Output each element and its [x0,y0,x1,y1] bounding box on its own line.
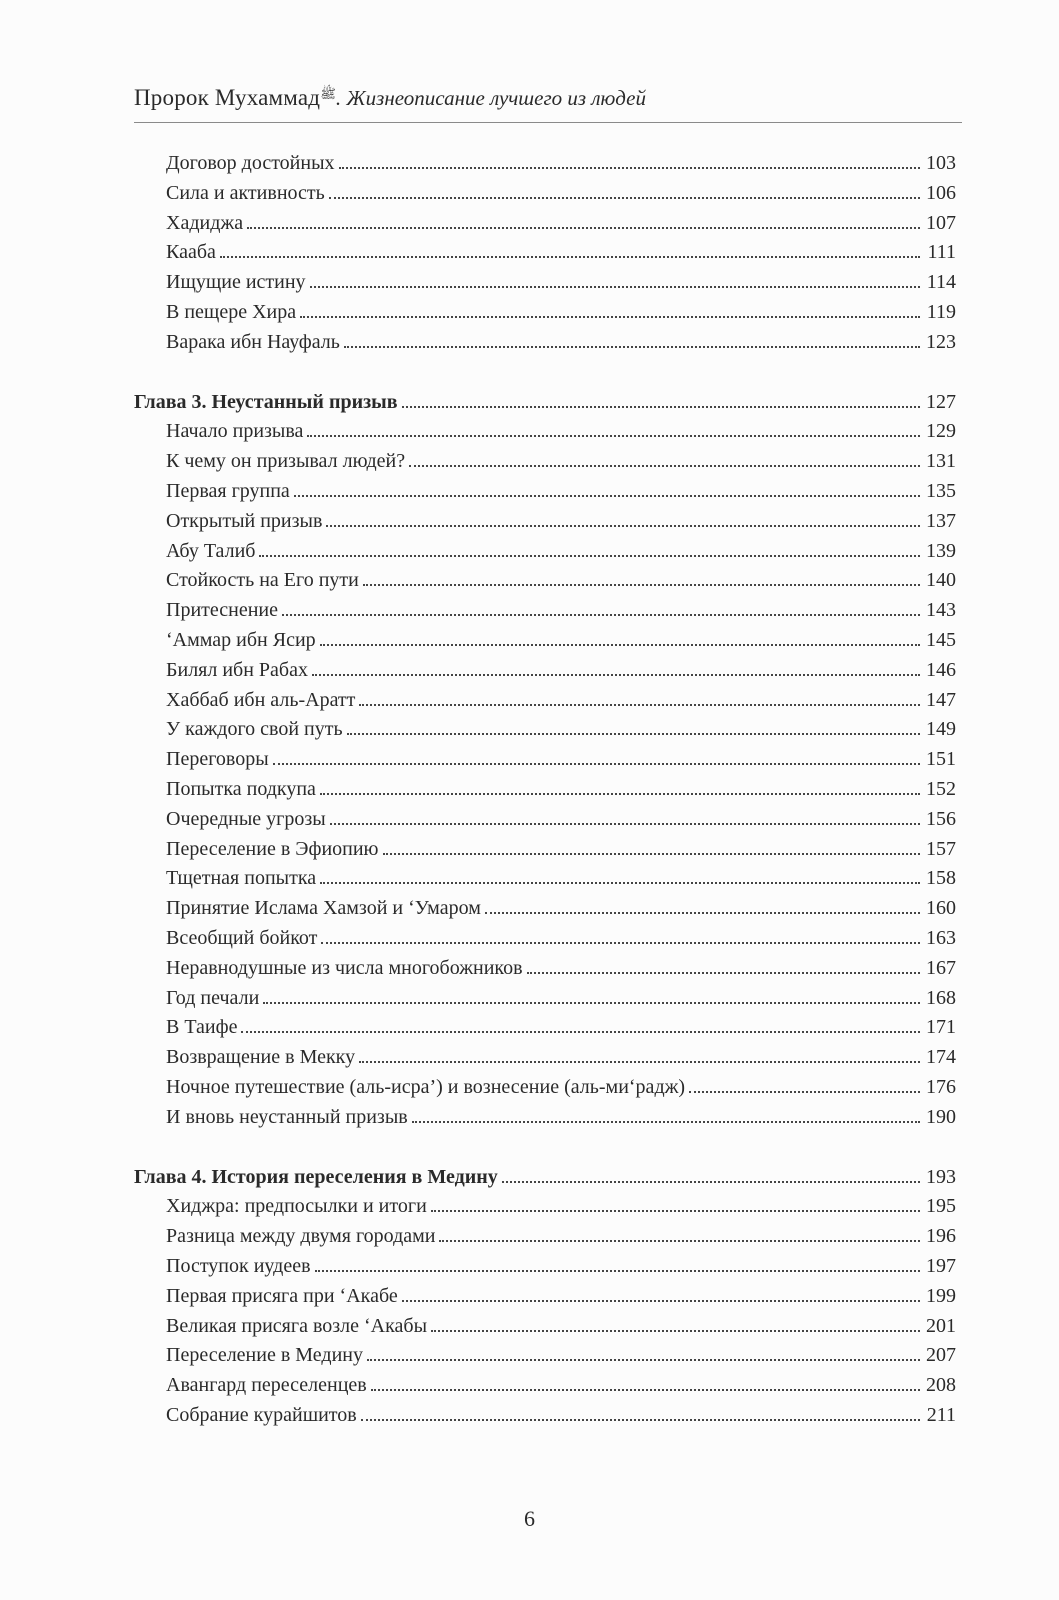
dot-leader [363,584,920,586]
dot-leader [371,1389,920,1391]
dot-leader [344,346,920,348]
entry-title: Начало призыва [166,420,304,442]
entry-page-number: 207 [926,1344,956,1366]
toc-entry-row [166,1311,956,1341]
toc-entry-row [166,774,956,804]
toc-entry-row [166,685,956,715]
entry-page-number: 201 [926,1315,956,1337]
entry-title: К чему он призывал людей? [166,450,406,472]
entry-title: В пещере Хира [166,301,297,323]
entry-title: Сила и активность [166,182,325,204]
toc-entry-row [166,327,956,357]
entry-page-number: 160 [926,897,956,919]
entry-page-number: 171 [926,1016,956,1038]
entry-page-number: 152 [926,778,956,800]
dot-leader [312,674,920,676]
entry-title: Варака ибн Науфаль [166,331,340,353]
entry-page-number: 193 [926,1166,956,1188]
dot-leader [241,1031,920,1033]
toc-entry-row [166,297,956,327]
entry-page-number: 147 [926,689,956,711]
entry-page-number: 167 [926,957,956,979]
entry-title: Попытка подкупа [166,778,316,800]
toc-entry-row [166,267,956,297]
toc-entry-row [166,834,956,864]
entry-title: Стойкость на Его пути [166,569,359,591]
dot-leader [412,1121,920,1123]
toc-chapter-row [134,1162,956,1192]
entry-page-number: 123 [926,331,956,353]
toc-entry-row [166,744,956,774]
toc-entry-row [166,237,956,267]
dot-leader [329,197,920,199]
dot-leader [689,1091,920,1093]
dot-leader [485,912,920,914]
entry-title: Год печали [166,987,260,1009]
toc-entry-row [166,446,956,476]
toc-entry-row [166,208,956,238]
entry-title: Разница между двумя городами [166,1225,436,1247]
page-number: 6 [524,1506,535,1531]
entry-page-number: 145 [926,629,956,651]
toc-entry-row [166,983,956,1013]
entry-title: И вновь неустанный призыв [166,1106,408,1128]
dot-leader [315,1270,920,1272]
toc-entry-row [166,1072,956,1102]
entry-page-number: 151 [926,748,956,770]
entry-page-number: 140 [926,569,956,591]
entry-page-number: 197 [926,1255,956,1277]
dot-leader [330,823,920,825]
entry-page-number: 208 [926,1374,956,1396]
dot-leader [273,763,920,765]
dot-leader [326,525,920,527]
entry-title: Авангард переселенцев [166,1374,367,1396]
toc-entry-row [166,536,956,566]
entry-title: Ищущие истину [166,271,306,293]
entry-page-number: 157 [926,838,956,860]
dot-leader [294,495,920,497]
book-subtitle: . Жизнеописание лучшего из людей [335,86,647,110]
entry-title: Поступок иудеев [166,1255,311,1277]
entry-title: Переселение в Эфиопию [166,838,379,860]
chapter-title: Глава 4. История переселения в Медину [134,1166,498,1188]
toc-entry-row [166,804,956,834]
toc-entry-row [166,148,956,178]
entry-title: Тщетная попытка [166,867,317,889]
entry-page-number: 158 [926,867,956,889]
toc-chapter-row [134,387,956,417]
entry-title: Открытый призыв [166,510,323,532]
dot-leader [247,227,920,229]
entry-page-number: 131 [926,450,956,472]
entry-page-number: 195 [926,1195,956,1217]
toc-entry-row [166,416,956,446]
chapter-title: Глава 3. Неустанный призыв [134,391,398,413]
dot-leader [409,465,920,467]
entry-page-number: 107 [926,212,956,234]
entry-page-number: 137 [926,510,956,532]
toc-entry-row [166,953,956,983]
toc-entry-row [166,506,956,536]
entry-title: Билял ибн Рабах [166,659,308,681]
entry-page-number: 135 [926,480,956,502]
entry-title: Переговоры [166,748,269,770]
toc-entry-row [166,565,956,595]
entry-title: Хаббаб ибн аль-Аратт [166,689,356,711]
dot-leader [320,882,920,884]
entry-page-number: 174 [926,1046,956,1068]
dot-leader [347,733,920,735]
entry-page-number: 190 [926,1106,956,1128]
dot-leader [402,406,920,408]
honorific-superscript: ﷺ [320,86,336,101]
toc-entry-row [166,1221,956,1251]
dot-leader [220,256,920,258]
toc-entry-row [166,1281,956,1311]
entry-title: Первая группа [166,480,290,502]
dot-leader [359,1061,920,1063]
entry-title: Принятие Ислама Хамзой и ‘Умаром [166,897,481,919]
dot-leader [320,793,920,795]
entry-page-number: 199 [926,1285,956,1307]
dot-leader [431,1330,920,1332]
entry-title: Притеснение [166,599,279,621]
dot-leader [263,1002,920,1004]
entry-page-number: 176 [926,1076,956,1098]
toc-entry-row [166,595,956,625]
entry-title: Ночное путешествие (аль-исра’) и вознесение (аль-ми‘радж) [166,1076,686,1098]
entry-page-number: 168 [926,987,956,1009]
dot-leader [310,286,920,288]
entry-page-number: 111 [927,241,956,263]
toc-entry-row [166,1191,956,1221]
entry-title: Собрание курайшитов [166,1404,357,1426]
toc-entry-row [166,1042,956,1072]
entry-title: Хиджра: предпосылки и итоги [166,1195,427,1217]
dot-leader [402,1300,920,1302]
toc-entry-row [166,1370,956,1400]
dot-leader [282,614,920,616]
dot-leader [502,1181,920,1183]
toc-entry-row [166,1400,956,1430]
toc-entry-row [166,923,956,953]
entry-page-number: 146 [926,659,956,681]
dot-leader [307,435,920,437]
toc-entry-row [166,178,956,208]
toc-entry-row [166,1251,956,1281]
toc-entry-row [166,625,956,655]
entry-title: Переселение в Медину [166,1344,363,1366]
toc-entry-row [166,1340,956,1370]
entry-title: Очередные угрозы [166,808,326,830]
entry-page-number: 163 [926,927,956,949]
dot-leader [320,644,920,646]
entry-title: У каждого свой путь [166,718,343,740]
entry-title: Кааба [166,241,216,263]
running-header [134,78,962,123]
dot-leader [439,1240,920,1242]
dot-leader [383,853,921,855]
entry-page-number: 143 [926,599,956,621]
entry-page-number: 119 [926,301,956,323]
dot-leader [367,1359,920,1361]
dot-leader [361,1419,920,1421]
entry-page-number: 103 [926,152,956,174]
entry-page-number: 129 [926,420,956,442]
entry-title: В Таифе [166,1016,238,1038]
toc-entry-row [166,476,956,506]
toc-entry-row [166,863,956,893]
dot-leader [527,972,920,974]
entry-title: Договор достойных [166,152,335,174]
entry-title: ‘Аммар ибн Ясир [166,629,316,651]
toc-entry-row [166,1012,956,1042]
entry-page-number: 149 [926,718,956,740]
entry-page-number: 127 [926,391,956,413]
entry-page-number: 211 [926,1404,956,1426]
entry-title: Хадиджа [166,212,244,234]
entry-page-number: 106 [926,182,956,204]
toc-entry-row [166,893,956,923]
entry-title: Всеобщий бойкот [166,927,318,949]
dot-leader [431,1210,920,1212]
dot-leader [339,167,920,169]
entry-title: Возвращение в Мекку [166,1046,356,1068]
entry-title: Неравнодушные из числа многобожников [166,957,523,979]
entry-title: Первая присяга при ‘Акабе [166,1285,398,1307]
entry-page-number: 196 [926,1225,956,1247]
entry-title: Абу Талиб [166,540,256,562]
dot-leader [321,942,920,944]
entry-page-number: 139 [926,540,956,562]
entry-title: Великая присяга возле ‘Акабы [166,1315,428,1337]
entry-page-number: 114 [926,271,956,293]
entry-page-number: 156 [926,808,956,830]
dot-leader [259,555,920,557]
toc-entry-row [166,1102,956,1132]
toc-entry-row [166,714,956,744]
book-title: Пророк Мухаммад [134,85,321,110]
dot-leader [359,704,920,706]
dot-leader [300,316,920,318]
toc-entry-row [166,655,956,685]
